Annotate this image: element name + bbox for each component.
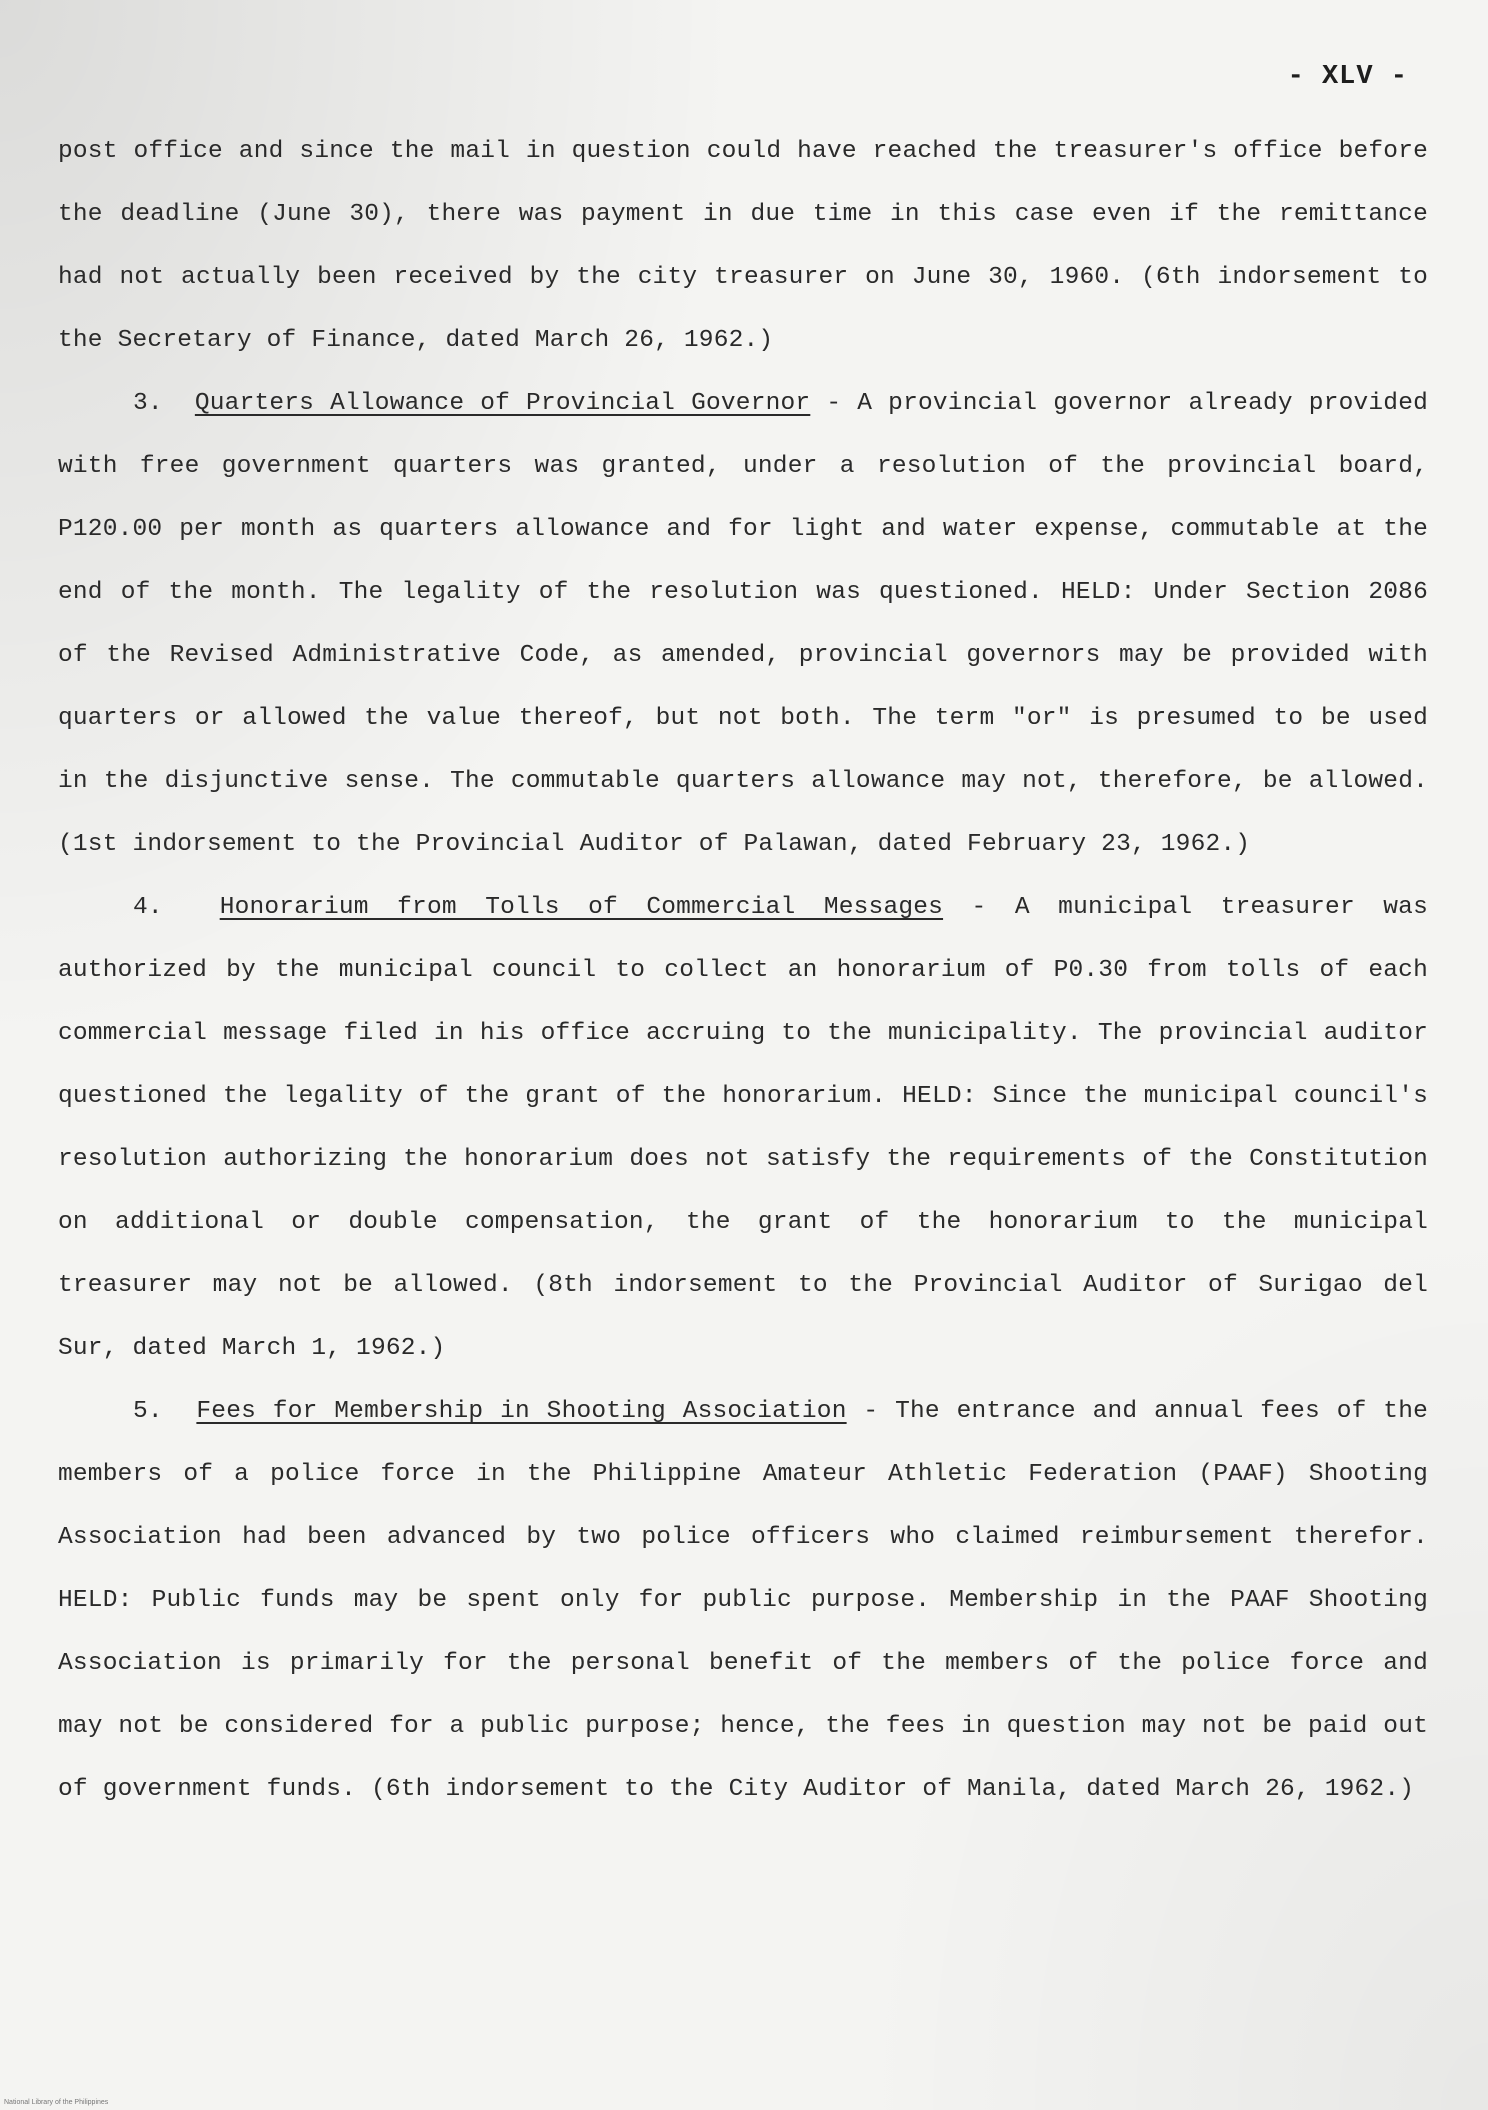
paragraph-text: - A municipal treasurer was authorized by the municipal council to collect an honorarium of P0.30 from tolls of each commercial message filed in his office accruing to the municipality. The provincial auditor questioned the legality of the grant of the honorarium. HELD: Since the municipal council's resolution authorizing the honorarium does not satisfy the requirements of the Constitution on additional or double compensation, the grant of the honorarium to the municipal treasurer may not be allowed. (8th indorsement to the Provincial Auditor of Surigao del Sur, dated March 1, 1962.): [58, 894, 1428, 1362]
paragraph-text: - A provincial governor already provided with free government quarters was granted, under a resolution of the provincial board, P120.00 per month as quarters allowance and for light and water expense, commutable at the end of the month. The legality of the resolution was questioned. HELD: Under Section 2086 of the Revised Administrative Code, as amended, provincial governors may be provided with quarters or allowed the value thereof, but not both. The term "or" is presumed to be used in the disjunctive sense. The commutable quarters allowance may not, therefore, be allowed. (1st indorsement to the Provincial Auditor of Palawan, dated February 23, 1962.): [58, 390, 1429, 858]
paragraph-honorarium: [58, 876, 1428, 1380]
paragraph-heading: Fees for Membership in Shooting Association: [196, 1398, 847, 1425]
paragraph-heading: Honorarium from Tolls of Commercial Messages: [219, 894, 944, 921]
paragraph-shooting-fees: [58, 1380, 1428, 1821]
archive-stamp: National Library of the Philippines: [4, 2099, 109, 2106]
document-body: [58, 120, 1428, 1821]
paragraph-number: 4.: [133, 894, 163, 921]
paragraph-number: 5.: [133, 1398, 163, 1425]
paragraph-text: post office and since the mail in question could have reached the treasurer's office before the deadline (June 30), there was payment in due time in this case even if the remittance had not actually been received by the city treasurer on June 30, 1960. (6th indorsement to the Secretary of Finance, dated March 26, 1962.): [58, 138, 1428, 354]
paragraph-heading: Quarters Allowance of Provincial Governor: [194, 390, 811, 417]
paragraph-text: - The entrance and annual fees of the members of a police force in the Philippine Amateur Athletic Federation (PAAF) Shooting Association had been advanced by two police officers who claimed reimbursement therefor. HELD: Public funds may be spent only for public purpose. Membership in the PAAF Shooting Association is primarily for the personal benefit of the members of the police force and may not be considered for a public purpose; hence, the fees in question may not be paid out of government funds. (6th indorsement to the City Auditor of Manila, dated March 26, 1962.): [58, 1398, 1429, 1803]
page-number: - XLV -: [1287, 62, 1408, 92]
paragraph-number: 3.: [133, 390, 163, 417]
paragraph-continuation: [58, 120, 1428, 372]
paragraph-quarters-allowance: [58, 372, 1428, 876]
